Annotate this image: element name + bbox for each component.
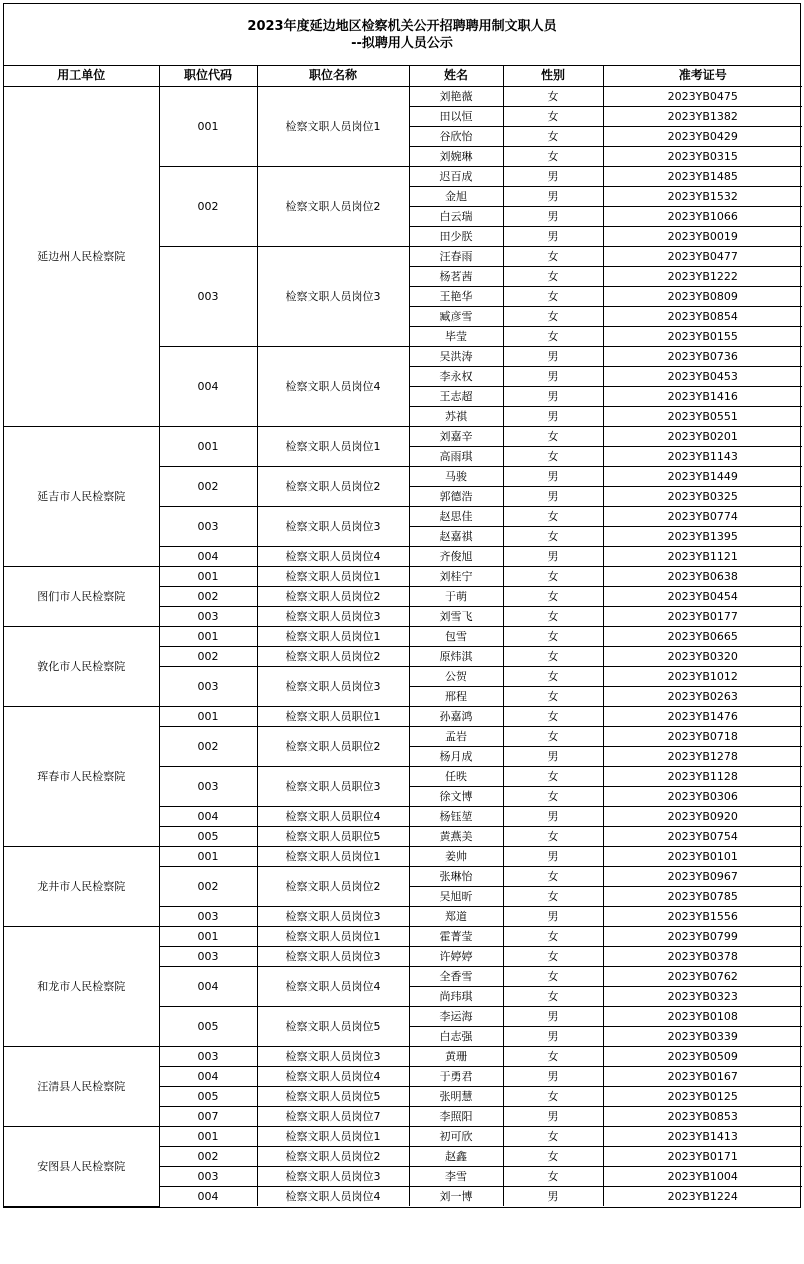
- name-cell: 田少朕: [409, 226, 503, 246]
- gender-cell: 男: [503, 186, 603, 206]
- table-row: [4, 926, 802, 946]
- position-code-cell: 002: [159, 586, 257, 606]
- ticket-cell: 2023YB1532: [603, 186, 802, 206]
- name-cell: 孙嘉鸿: [409, 706, 503, 726]
- position-code-cell: 003: [159, 506, 257, 546]
- header-ticket: 准考证号: [603, 66, 802, 86]
- position-name-cell: 检察文职人员岗位2: [257, 166, 409, 246]
- ticket-cell: 2023YB0320: [603, 646, 802, 666]
- gender-cell: 女: [503, 646, 603, 666]
- ticket-cell: 2023YB1012: [603, 666, 802, 686]
- gender-cell: 女: [503, 146, 603, 166]
- name-cell: 刘婉琳: [409, 146, 503, 166]
- gender-cell: 女: [503, 86, 603, 106]
- gender-cell: 女: [503, 886, 603, 906]
- table-row: [4, 846, 802, 866]
- gender-cell: 男: [503, 1066, 603, 1086]
- title-block: [4, 4, 800, 66]
- name-cell: 刘一博: [409, 1186, 503, 1206]
- ticket-cell: 2023YB0754: [603, 826, 802, 846]
- ticket-cell: 2023YB0453: [603, 366, 802, 386]
- gender-cell: 男: [503, 206, 603, 226]
- ticket-cell: 2023YB0665: [603, 626, 802, 646]
- gender-cell: 男: [503, 346, 603, 366]
- ticket-cell: 2023YB0799: [603, 926, 802, 946]
- gender-cell: 男: [503, 166, 603, 186]
- ticket-cell: 2023YB0762: [603, 966, 802, 986]
- position-code-cell: 004: [159, 806, 257, 826]
- table-row: [4, 706, 802, 726]
- ticket-cell: 2023YB0785: [603, 886, 802, 906]
- ticket-cell: 2023YB1128: [603, 766, 802, 786]
- position-name-cell: 检察文职人员岗位2: [257, 586, 409, 606]
- name-cell: 刘艳薇: [409, 86, 503, 106]
- ticket-cell: 2023YB1449: [603, 466, 802, 486]
- name-cell: 邢程: [409, 686, 503, 706]
- name-cell: 赵思佳: [409, 506, 503, 526]
- name-cell: 高雨琪: [409, 446, 503, 466]
- position-code-cell: 001: [159, 706, 257, 726]
- position-name-cell: 检察文职人员岗位7: [257, 1106, 409, 1126]
- ticket-cell: 2023YB0809: [603, 286, 802, 306]
- position-code-cell: 002: [159, 466, 257, 506]
- name-cell: 李永权: [409, 366, 503, 386]
- ticket-cell: 2023YB0171: [603, 1146, 802, 1166]
- table-row: [4, 566, 802, 586]
- table-row: [4, 426, 802, 446]
- name-cell: 吴洪涛: [409, 346, 503, 366]
- position-code-cell: 003: [159, 1046, 257, 1066]
- page-subtitle: --拟聘用人员公示: [351, 35, 453, 51]
- name-cell: 汪春雨: [409, 246, 503, 266]
- ticket-cell: 2023YB0920: [603, 806, 802, 826]
- name-cell: 杨月成: [409, 746, 503, 766]
- ticket-cell: 2023YB0853: [603, 1106, 802, 1126]
- gender-cell: 女: [503, 586, 603, 606]
- name-cell: 张琳怡: [409, 866, 503, 886]
- gender-cell: 男: [503, 386, 603, 406]
- ticket-cell: 2023YB1395: [603, 526, 802, 546]
- ticket-cell: 2023YB1556: [603, 906, 802, 926]
- ticket-cell: 2023YB1143: [603, 446, 802, 466]
- position-code-cell: 005: [159, 1006, 257, 1046]
- gender-cell: 女: [503, 666, 603, 686]
- name-cell: 黄珊: [409, 1046, 503, 1066]
- unit-cell: 图们市人民检察院: [4, 566, 159, 626]
- gender-cell: 男: [503, 1186, 603, 1206]
- header-position: 职位名称: [257, 66, 409, 86]
- ticket-cell: 2023YB0108: [603, 1006, 802, 1026]
- name-cell: 徐文博: [409, 786, 503, 806]
- name-cell: 杨茗茜: [409, 266, 503, 286]
- position-name-cell: 检察文职人员岗位5: [257, 1006, 409, 1046]
- name-cell: 齐俊旭: [409, 546, 503, 566]
- gender-cell: 男: [503, 746, 603, 766]
- position-name-cell: 检察文职人员岗位3: [257, 506, 409, 546]
- position-code-cell: 003: [159, 766, 257, 806]
- name-cell: 马骏: [409, 466, 503, 486]
- position-name-cell: 检察文职人员职位3: [257, 766, 409, 806]
- gender-cell: 女: [503, 1086, 603, 1106]
- name-cell: 谷欣怡: [409, 126, 503, 146]
- ticket-cell: 2023YB0323: [603, 986, 802, 1006]
- ticket-cell: 2023YB0315: [603, 146, 802, 166]
- ticket-cell: 2023YB0854: [603, 306, 802, 326]
- gender-cell: 男: [503, 1106, 603, 1126]
- position-name-cell: 检察文职人员岗位5: [257, 1086, 409, 1106]
- name-cell: 王艳华: [409, 286, 503, 306]
- position-name-cell: 检察文职人员岗位2: [257, 866, 409, 906]
- gender-cell: 男: [503, 806, 603, 826]
- name-cell: 苏祺: [409, 406, 503, 426]
- ticket-cell: 2023YB0378: [603, 946, 802, 966]
- ticket-cell: 2023YB1224: [603, 1186, 802, 1206]
- name-cell: 赵嘉祺: [409, 526, 503, 546]
- gender-cell: 女: [503, 526, 603, 546]
- gender-cell: 女: [503, 1046, 603, 1066]
- position-name-cell: 检察文职人员职位2: [257, 726, 409, 766]
- position-name-cell: 检察文职人员岗位3: [257, 666, 409, 706]
- gender-cell: 男: [503, 466, 603, 486]
- gender-cell: 男: [503, 846, 603, 866]
- ticket-cell: 2023YB1485: [603, 166, 802, 186]
- position-name-cell: 检察文职人员岗位2: [257, 466, 409, 506]
- position-name-cell: 检察文职人员岗位3: [257, 1166, 409, 1186]
- name-cell: 许婷婷: [409, 946, 503, 966]
- position-name-cell: 检察文职人员岗位4: [257, 346, 409, 426]
- name-cell: 郑道: [409, 906, 503, 926]
- name-cell: 全香雪: [409, 966, 503, 986]
- gender-cell: 女: [503, 706, 603, 726]
- gender-cell: 女: [503, 426, 603, 446]
- unit-cell: 敦化市人民检察院: [4, 626, 159, 706]
- name-cell: 李雪: [409, 1166, 503, 1186]
- ticket-cell: 2023YB0155: [603, 326, 802, 346]
- gender-cell: 女: [503, 286, 603, 306]
- name-cell: 毕莹: [409, 326, 503, 346]
- ticket-cell: 2023YB0339: [603, 1026, 802, 1046]
- position-name-cell: 检察文职人员岗位4: [257, 1186, 409, 1206]
- table-row: [4, 1126, 802, 1146]
- gender-cell: 女: [503, 1166, 603, 1186]
- ticket-cell: 2023YB0475: [603, 86, 802, 106]
- gender-cell: 男: [503, 546, 603, 566]
- unit-cell: 延吉市人民检察院: [4, 426, 159, 566]
- position-name-cell: 检察文职人员岗位4: [257, 546, 409, 566]
- position-code-cell: 001: [159, 926, 257, 946]
- name-cell: 于萌: [409, 586, 503, 606]
- position-name-cell: 检察文职人员岗位1: [257, 626, 409, 646]
- name-cell: 王志超: [409, 386, 503, 406]
- name-cell: 原炜淇: [409, 646, 503, 666]
- gender-cell: 男: [503, 486, 603, 506]
- ticket-cell: 2023YB0019: [603, 226, 802, 246]
- ticket-cell: 2023YB0477: [603, 246, 802, 266]
- ticket-cell: 2023YB1004: [603, 1166, 802, 1186]
- ticket-cell: 2023YB0638: [603, 566, 802, 586]
- table-header-row: [4, 66, 802, 86]
- position-code-cell: 005: [159, 1086, 257, 1106]
- ticket-cell: 2023YB0774: [603, 506, 802, 526]
- gender-cell: 男: [503, 1006, 603, 1026]
- name-cell: 于勇君: [409, 1066, 503, 1086]
- gender-cell: 女: [503, 946, 603, 966]
- ticket-cell: 2023YB1066: [603, 206, 802, 226]
- position-code-cell: 002: [159, 866, 257, 906]
- table-body: [4, 86, 802, 1206]
- position-code-cell: 001: [159, 426, 257, 466]
- ticket-cell: 2023YB0167: [603, 1066, 802, 1086]
- position-name-cell: 检察文职人员职位1: [257, 706, 409, 726]
- name-cell: 李运海: [409, 1006, 503, 1026]
- position-code-cell: 004: [159, 1186, 257, 1206]
- gender-cell: 男: [503, 1026, 603, 1046]
- position-name-cell: 检察文职人员岗位4: [257, 1066, 409, 1086]
- position-code-cell: 004: [159, 546, 257, 566]
- unit-cell: 安图县人民检察院: [4, 1126, 159, 1206]
- position-code-cell: 001: [159, 86, 257, 166]
- name-cell: 迟百成: [409, 166, 503, 186]
- gender-cell: 女: [503, 1146, 603, 1166]
- gender-cell: 女: [503, 626, 603, 646]
- position-name-cell: 检察文职人员岗位2: [257, 646, 409, 666]
- gender-cell: 女: [503, 106, 603, 126]
- position-code-cell: 007: [159, 1106, 257, 1126]
- position-name-cell: 检察文职人员岗位1: [257, 846, 409, 866]
- position-name-cell: 检察文职人员岗位1: [257, 426, 409, 466]
- name-cell: 刘雪飞: [409, 606, 503, 626]
- ticket-cell: 2023YB0509: [603, 1046, 802, 1066]
- gender-cell: 女: [503, 866, 603, 886]
- name-cell: 田以恒: [409, 106, 503, 126]
- ticket-cell: 2023YB1382: [603, 106, 802, 126]
- position-name-cell: 检察文职人员岗位4: [257, 966, 409, 1006]
- unit-cell: 和龙市人民检察院: [4, 926, 159, 1046]
- position-code-cell: 002: [159, 726, 257, 766]
- table-row: [4, 1046, 802, 1066]
- position-name-cell: 检察文职人员岗位3: [257, 606, 409, 626]
- ticket-cell: 2023YB0201: [603, 426, 802, 446]
- name-cell: 尚玮琪: [409, 986, 503, 1006]
- ticket-cell: 2023YB1222: [603, 266, 802, 286]
- gender-cell: 女: [503, 926, 603, 946]
- gender-cell: 男: [503, 226, 603, 246]
- name-cell: 金旭: [409, 186, 503, 206]
- ticket-cell: 2023YB1413: [603, 1126, 802, 1146]
- name-cell: 吴旭昕: [409, 886, 503, 906]
- gender-cell: 女: [503, 786, 603, 806]
- ticket-cell: 2023YB0429: [603, 126, 802, 146]
- position-code-cell: 003: [159, 666, 257, 706]
- hiring-table: [4, 66, 802, 1207]
- gender-cell: 女: [503, 566, 603, 586]
- position-code-cell: 002: [159, 646, 257, 666]
- page-title: 2023年度延边地区检察机关公开招聘聘用制文职人员: [247, 18, 557, 34]
- name-cell: 包雪: [409, 626, 503, 646]
- name-cell: 刘桂宁: [409, 566, 503, 586]
- name-cell: 任昳: [409, 766, 503, 786]
- position-code-cell: 001: [159, 1126, 257, 1146]
- position-code-cell: 002: [159, 166, 257, 246]
- table-row: [4, 86, 802, 106]
- gender-cell: 女: [503, 606, 603, 626]
- position-code-cell: 003: [159, 606, 257, 626]
- ticket-cell: 2023YB0101: [603, 846, 802, 866]
- position-code-cell: 001: [159, 626, 257, 646]
- unit-cell: 汪清县人民检察院: [4, 1046, 159, 1126]
- name-cell: 郭德浩: [409, 486, 503, 506]
- unit-cell: 延边州人民检察院: [4, 86, 159, 426]
- position-name-cell: 检察文职人员岗位1: [257, 566, 409, 586]
- ticket-cell: 2023YB0551: [603, 406, 802, 426]
- position-name-cell: 检察文职人员岗位1: [257, 926, 409, 946]
- gender-cell: 女: [503, 446, 603, 466]
- ticket-cell: 2023YB0736: [603, 346, 802, 366]
- gender-cell: 女: [503, 246, 603, 266]
- gender-cell: 女: [503, 686, 603, 706]
- position-code-cell: 003: [159, 906, 257, 926]
- position-code-cell: 004: [159, 966, 257, 1006]
- gender-cell: 男: [503, 366, 603, 386]
- position-code-cell: 003: [159, 946, 257, 966]
- gender-cell: 女: [503, 506, 603, 526]
- position-code-cell: 003: [159, 246, 257, 346]
- position-name-cell: 检察文职人员职位5: [257, 826, 409, 846]
- name-cell: 霍菁莹: [409, 926, 503, 946]
- ticket-cell: 2023YB0125: [603, 1086, 802, 1106]
- gender-cell: 女: [503, 306, 603, 326]
- position-code-cell: 004: [159, 346, 257, 426]
- name-cell: 黄燕美: [409, 826, 503, 846]
- name-cell: 刘嘉辛: [409, 426, 503, 446]
- name-cell: 公贺: [409, 666, 503, 686]
- ticket-cell: 2023YB0454: [603, 586, 802, 606]
- ticket-cell: 2023YB0263: [603, 686, 802, 706]
- announcement-sheet: [3, 3, 801, 1208]
- name-cell: 初可欣: [409, 1126, 503, 1146]
- position-code-cell: 004: [159, 1066, 257, 1086]
- name-cell: 姜帅: [409, 846, 503, 866]
- position-code-cell: 003: [159, 1166, 257, 1186]
- header-unit: 用工单位: [4, 66, 159, 86]
- name-cell: 白云瑞: [409, 206, 503, 226]
- ticket-cell: 2023YB0718: [603, 726, 802, 746]
- ticket-cell: 2023YB0325: [603, 486, 802, 506]
- position-code-cell: 002: [159, 1146, 257, 1166]
- table-row: [4, 626, 802, 646]
- gender-cell: 男: [503, 906, 603, 926]
- name-cell: 李照阳: [409, 1106, 503, 1126]
- position-name-cell: 检察文职人员岗位1: [257, 1126, 409, 1146]
- ticket-cell: 2023YB1121: [603, 546, 802, 566]
- name-cell: 张明慧: [409, 1086, 503, 1106]
- ticket-cell: 2023YB1278: [603, 746, 802, 766]
- name-cell: 白志强: [409, 1026, 503, 1046]
- gender-cell: 女: [503, 966, 603, 986]
- position-name-cell: 检察文职人员岗位2: [257, 1146, 409, 1166]
- position-name-cell: 检察文职人员岗位3: [257, 246, 409, 346]
- name-cell: 杨钰堃: [409, 806, 503, 826]
- name-cell: 臧彦雪: [409, 306, 503, 326]
- header-name: 姓名: [409, 66, 503, 86]
- position-name-cell: 检察文职人员岗位1: [257, 86, 409, 166]
- gender-cell: 女: [503, 986, 603, 1006]
- position-name-cell: 检察文职人员职位4: [257, 806, 409, 826]
- position-code-cell: 001: [159, 846, 257, 866]
- gender-cell: 女: [503, 1126, 603, 1146]
- unit-cell: 珲春市人民检察院: [4, 706, 159, 846]
- name-cell: 赵鑫: [409, 1146, 503, 1166]
- position-code-cell: 005: [159, 826, 257, 846]
- gender-cell: 女: [503, 766, 603, 786]
- gender-cell: 女: [503, 266, 603, 286]
- name-cell: 孟岩: [409, 726, 503, 746]
- position-code-cell: 001: [159, 566, 257, 586]
- position-name-cell: 检察文职人员岗位3: [257, 906, 409, 926]
- gender-cell: 女: [503, 126, 603, 146]
- position-name-cell: 检察文职人员岗位3: [257, 1046, 409, 1066]
- ticket-cell: 2023YB0306: [603, 786, 802, 806]
- header-gender: 性别: [503, 66, 603, 86]
- gender-cell: 女: [503, 726, 603, 746]
- ticket-cell: 2023YB0177: [603, 606, 802, 626]
- gender-cell: 男: [503, 406, 603, 426]
- position-name-cell: 检察文职人员岗位3: [257, 946, 409, 966]
- unit-cell: 龙井市人民检察院: [4, 846, 159, 926]
- header-code: 职位代码: [159, 66, 257, 86]
- gender-cell: 女: [503, 326, 603, 346]
- ticket-cell: 2023YB0967: [603, 866, 802, 886]
- ticket-cell: 2023YB1476: [603, 706, 802, 726]
- ticket-cell: 2023YB1416: [603, 386, 802, 406]
- gender-cell: 女: [503, 826, 603, 846]
